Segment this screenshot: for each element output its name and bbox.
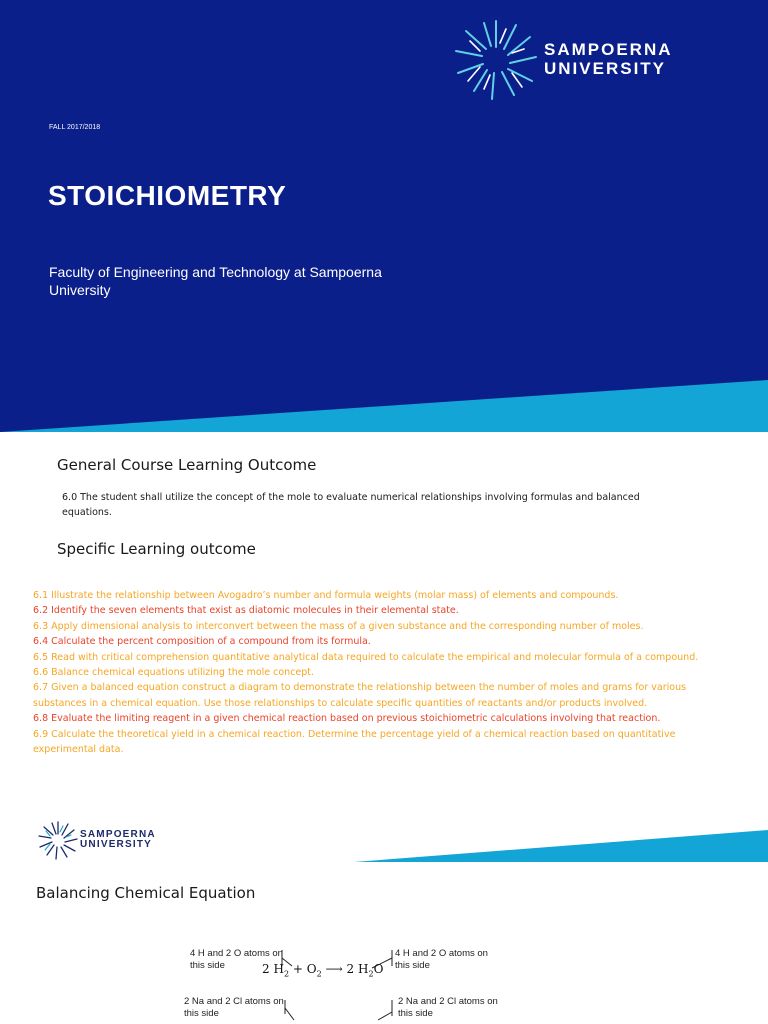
logo-wordmark [544,41,673,77]
outcome-item: 6.5 Read with critical comprehension quantitative analytical data required to calculate the empirical and molecular formula of a compound. [33,651,699,663]
outcome-item: 6.6 Balance chemical equations utilizing the mole concept. [33,667,315,679]
starburst-icon [448,14,544,104]
annotation-pointers [0,862,768,1024]
outcome-item: 6.3 Apply dimensional analysis to interconvert between the mass of a given substance and the corresponding number of moles. [33,620,644,632]
specific-outcomes-list [33,588,713,757]
logo-line1: SAMPOERNA [80,829,156,840]
species: O [306,962,317,976]
annotation-left-top: 4 H and 2 O atoms on this side [190,948,283,971]
annotation-right-bottom: 2 Na and 2 Cl atoms on this side [398,996,498,1019]
outcome-item: 6.8 Evaluate the limiting reagent in a given chemical reaction based on previous stoichiometric calculations involving that reaction. [33,713,661,725]
starburst-icon [36,820,80,860]
logo-line1: SAMPOERNA [544,40,673,59]
slide-heading: Balancing Chemical Equation [36,884,256,902]
species: H [358,962,369,976]
annotation-right-top: 4 H and 2 O atoms on this side [395,948,488,971]
slide-subtitle: Faculty of Engineering and Technology at Sampoerna University [49,264,382,298]
subscript: 2 [316,969,322,979]
title-slide [0,0,768,432]
slide-title: STOICHIOMETRY [48,180,287,211]
chemical-equation [262,962,383,978]
balancing-equation-slide [0,862,768,1024]
species: O [373,962,384,976]
subscript: 2 [283,969,290,979]
outcome-item: 6.1 Illustrate the relationship between Avogadro’s number and formula weights (molar mass) of elements and compounds. [33,590,619,601]
plus-sign: + [292,962,303,976]
term-label: FALL 2017/2018 [49,124,101,131]
logo-line2: UNIVERSITY [544,59,667,78]
outcome-item: 6.9 Calculate the theoretical yield in a chemical reaction. Determine the percentage yield of a chemical reaction based on quantitative experimental data. [33,728,676,756]
general-outcome-text: 6.0 The student shall utilize the concept of the mole to evaluate numerical relationships involving formulas and balanced equations. [62,492,640,518]
annotation-left-bottom: 2 Na and 2 Cl atoms on this side [184,996,284,1019]
sampoerna-logo [448,14,673,104]
sampoerna-logo-small [36,820,156,860]
outcome-item: 6.7 Given a balanced equation construct a diagram to demonstrate the relationship between the number of moles and grams for various substances in a chemical equation. Use those relationships to calculate specific quantities of reactants and/or products involved. [33,682,687,709]
coefficient: 2 [346,962,355,976]
outcome-item: 6.2 Identify the seven elements that exist as diatomic molecules in their elemental state. [33,605,459,617]
species: H [273,962,284,976]
reaction-arrow: ⟶ [325,962,343,976]
outcome-item: 6.4 Calculate the percent composition of a compound from its formula. [33,636,371,648]
logo-wordmark [80,830,156,850]
specific-outcome-heading: Specific Learning outcome [57,540,256,558]
coefficient: 2 [262,962,270,976]
logo-line2: UNIVERSITY [80,839,153,850]
general-outcome-heading: General Course Learning Outcome [57,456,317,474]
subscript: 2 [368,969,374,979]
learning-outcomes-slide [0,432,768,862]
